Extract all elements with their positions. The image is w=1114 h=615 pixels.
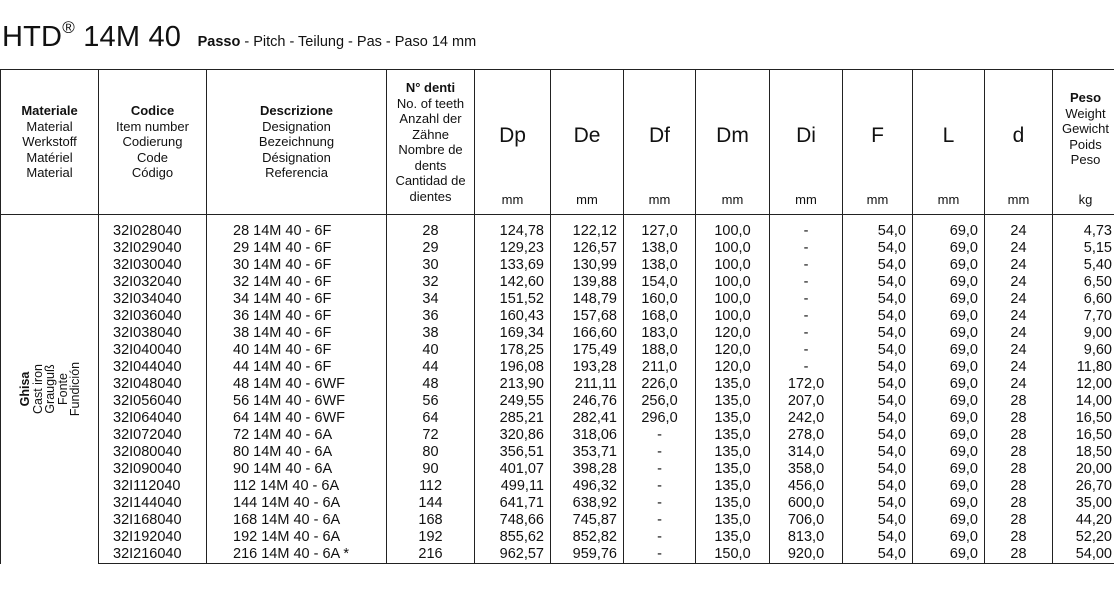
cell-df: 296,0 [624, 410, 696, 427]
cell-dm: 135,0 [696, 410, 770, 427]
cell-teeth: 192 [387, 529, 475, 546]
cell-dm: 100,0 [696, 257, 770, 274]
cell-f: 54,0 [843, 529, 913, 546]
cell-de: 139,88 [551, 274, 624, 291]
cell-f: 54,0 [843, 393, 913, 410]
cell-df: 226,0 [624, 376, 696, 393]
cell-description: 28 14M 40 - 6F [207, 215, 387, 241]
cell-df: - [624, 444, 696, 461]
cell-description: 216 14M 40 - 6A * [207, 546, 387, 564]
cell-weight: 7,70 [1053, 308, 1114, 325]
table-row [1, 444, 1114, 461]
cell-dp: 142,60 [475, 274, 551, 291]
cell-weight: 11,80 [1053, 359, 1114, 376]
cell-code: 32I192040 [99, 529, 207, 546]
cell-de: 211,11 [551, 376, 624, 393]
cell-code: 32I216040 [99, 546, 207, 564]
table-row [1, 274, 1114, 291]
cell-di: - [770, 308, 843, 325]
cell-df: - [624, 546, 696, 564]
cell-code: 32I038040 [99, 325, 207, 342]
cell-weight: 5,15 [1053, 240, 1114, 257]
cell-l: 69,0 [913, 342, 985, 359]
page-title [2, 20, 476, 60]
cell-d: 24 [985, 257, 1053, 274]
cell-description: 38 14M 40 - 6F [207, 325, 387, 342]
cell-dm: 135,0 [696, 495, 770, 512]
cell-dp: 129,23 [475, 240, 551, 257]
cell-d: 28 [985, 495, 1053, 512]
header-l: L mm [913, 70, 985, 215]
cell-di: - [770, 359, 843, 376]
cell-description: 144 14M 40 - 6A [207, 495, 387, 512]
cell-description: 80 14M 40 - 6A [207, 444, 387, 461]
cell-de: 126,57 [551, 240, 624, 257]
cell-description: 30 14M 40 - 6F [207, 257, 387, 274]
cell-l: 69,0 [913, 529, 985, 546]
cell-code: 32I056040 [99, 393, 207, 410]
cell-code: 32I144040 [99, 495, 207, 512]
cell-teeth: 216 [387, 546, 475, 564]
cell-l: 69,0 [913, 215, 985, 241]
cell-dm: 135,0 [696, 427, 770, 444]
cell-weight: 6,50 [1053, 274, 1114, 291]
table-row [1, 546, 1114, 564]
table-row [1, 325, 1114, 342]
cell-teeth: 32 [387, 274, 475, 291]
cell-code: 32I040040 [99, 342, 207, 359]
cell-dm: 135,0 [696, 444, 770, 461]
cell-teeth: 168 [387, 512, 475, 529]
cell-code: 32I168040 [99, 512, 207, 529]
cell-l: 69,0 [913, 478, 985, 495]
cell-d: 28 [985, 427, 1053, 444]
table-row [1, 308, 1114, 325]
cell-l: 69,0 [913, 257, 985, 274]
cell-dp: 133,69 [475, 257, 551, 274]
cell-teeth: 30 [387, 257, 475, 274]
cell-f: 54,0 [843, 495, 913, 512]
cell-de: 175,49 [551, 342, 624, 359]
header-di: Di mm [770, 70, 843, 215]
cell-df: - [624, 512, 696, 529]
cell-code: 32I090040 [99, 461, 207, 478]
cell-l: 69,0 [913, 495, 985, 512]
cell-dm: 135,0 [696, 376, 770, 393]
cell-di: - [770, 342, 843, 359]
cell-dm: 150,0 [696, 546, 770, 564]
cell-description: 192 14M 40 - 6A [207, 529, 387, 546]
material-label: Ghisa Cast iron Grauguß Fonte Fundición [17, 362, 82, 417]
cell-df: - [624, 478, 696, 495]
header-f: F mm [843, 70, 913, 215]
cell-teeth: 38 [387, 325, 475, 342]
cell-d: 28 [985, 393, 1053, 410]
cell-dp: 249,55 [475, 393, 551, 410]
cell-d: 24 [985, 291, 1053, 308]
cell-code: 32I032040 [99, 274, 207, 291]
cell-dm: 135,0 [696, 478, 770, 495]
table-row [1, 512, 1114, 529]
cell-weight: 9,00 [1053, 325, 1114, 342]
header-row [1, 70, 1114, 215]
cell-l: 69,0 [913, 376, 985, 393]
cell-de: 193,28 [551, 359, 624, 376]
cell-l: 69,0 [913, 546, 985, 564]
cell-f: 54,0 [843, 240, 913, 257]
cell-d: 24 [985, 325, 1053, 342]
cell-f: 54,0 [843, 546, 913, 564]
cell-description: 36 14M 40 - 6F [207, 308, 387, 325]
cell-d: 24 [985, 240, 1053, 257]
cell-df: 160,0 [624, 291, 696, 308]
cell-df: 183,0 [624, 325, 696, 342]
cell-teeth: 90 [387, 461, 475, 478]
cell-dm: 120,0 [696, 342, 770, 359]
cell-d: 28 [985, 546, 1053, 564]
cell-dm: 135,0 [696, 461, 770, 478]
table-row [1, 376, 1114, 393]
cell-de: 496,32 [551, 478, 624, 495]
cell-df: 168,0 [624, 308, 696, 325]
material-cell [1, 215, 99, 564]
cell-d: 28 [985, 478, 1053, 495]
cell-teeth: 112 [387, 478, 475, 495]
cell-dp: 160,43 [475, 308, 551, 325]
table-row [1, 257, 1114, 274]
cell-df: 138,0 [624, 240, 696, 257]
header-d: d mm [985, 70, 1053, 215]
cell-d: 24 [985, 342, 1053, 359]
cell-dm: 135,0 [696, 529, 770, 546]
cell-l: 69,0 [913, 427, 985, 444]
table-row [1, 495, 1114, 512]
cell-teeth: 144 [387, 495, 475, 512]
table-row [1, 342, 1114, 359]
cell-di: - [770, 274, 843, 291]
cell-d: 24 [985, 359, 1053, 376]
cell-d: 24 [985, 376, 1053, 393]
cell-di: 920,0 [770, 546, 843, 564]
cell-d: 28 [985, 529, 1053, 546]
cell-weight: 16,50 [1053, 427, 1114, 444]
cell-di: 242,0 [770, 410, 843, 427]
cell-description: 90 14M 40 - 6A [207, 461, 387, 478]
cell-f: 54,0 [843, 274, 913, 291]
cell-dp: 641,71 [475, 495, 551, 512]
cell-code: 32I112040 [99, 478, 207, 495]
cell-l: 69,0 [913, 444, 985, 461]
cell-dp: 962,57 [475, 546, 551, 564]
cell-f: 54,0 [843, 359, 913, 376]
cell-teeth: 64 [387, 410, 475, 427]
cell-di: 207,0 [770, 393, 843, 410]
cell-dp: 124,78 [475, 215, 551, 241]
cell-weight: 12,00 [1053, 376, 1114, 393]
cell-de: 318,06 [551, 427, 624, 444]
cell-description: 56 14M 40 - 6WF [207, 393, 387, 410]
cell-teeth: 56 [387, 393, 475, 410]
cell-code: 32I036040 [99, 308, 207, 325]
cell-f: 54,0 [843, 461, 913, 478]
cell-l: 69,0 [913, 512, 985, 529]
cell-di: 456,0 [770, 478, 843, 495]
cell-weight: 35,00 [1053, 495, 1114, 512]
cell-dm: 100,0 [696, 215, 770, 241]
spec-table [0, 69, 1114, 564]
cell-di: - [770, 215, 843, 241]
cell-de: 398,28 [551, 461, 624, 478]
cell-code: 32I072040 [99, 427, 207, 444]
cell-description: 168 14M 40 - 6A [207, 512, 387, 529]
header-dm: Dm mm [696, 70, 770, 215]
cell-teeth: 72 [387, 427, 475, 444]
table-row [1, 410, 1114, 427]
cell-de: 852,82 [551, 529, 624, 546]
cell-code: 32I034040 [99, 291, 207, 308]
cell-dm: 120,0 [696, 325, 770, 342]
cell-weight: 18,50 [1053, 444, 1114, 461]
table-row [1, 291, 1114, 308]
table-row [1, 393, 1114, 410]
cell-df: - [624, 495, 696, 512]
cell-d: 24 [985, 274, 1053, 291]
cell-dp: 855,62 [475, 529, 551, 546]
cell-code: 32I080040 [99, 444, 207, 461]
header-de: De mm [551, 70, 624, 215]
cell-di: - [770, 257, 843, 274]
cell-teeth: 80 [387, 444, 475, 461]
cell-weight: 16,50 [1053, 410, 1114, 427]
cell-f: 54,0 [843, 410, 913, 427]
cell-weight: 6,60 [1053, 291, 1114, 308]
cell-dm: 100,0 [696, 274, 770, 291]
cell-description: 64 14M 40 - 6WF [207, 410, 387, 427]
cell-f: 54,0 [843, 427, 913, 444]
cell-f: 54,0 [843, 257, 913, 274]
cell-df: - [624, 427, 696, 444]
cell-di: 172,0 [770, 376, 843, 393]
cell-f: 54,0 [843, 478, 913, 495]
cell-df: 256,0 [624, 393, 696, 410]
cell-teeth: 29 [387, 240, 475, 257]
cell-weight: 26,70 [1053, 478, 1114, 495]
table-row [1, 215, 1114, 241]
header-denti: N° denti No. of teeth Anzahl der Zähne Nombre de dents Cantidad de dientes [387, 70, 475, 215]
cell-dm: 100,0 [696, 308, 770, 325]
cell-dp: 285,21 [475, 410, 551, 427]
header-peso: Peso Weight Gewicht Poids Peso kg [1053, 70, 1114, 215]
cell-de: 122,12 [551, 215, 624, 241]
cell-description: 48 14M 40 - 6WF [207, 376, 387, 393]
cell-code: 32I048040 [99, 376, 207, 393]
cell-df: - [624, 529, 696, 546]
cell-teeth: 44 [387, 359, 475, 376]
cell-dp: 320,86 [475, 427, 551, 444]
cell-teeth: 28 [387, 215, 475, 241]
cell-dp: 356,51 [475, 444, 551, 461]
cell-di: 314,0 [770, 444, 843, 461]
cell-d: 24 [985, 308, 1053, 325]
table-row [1, 478, 1114, 495]
cell-code: 32I028040 [99, 215, 207, 241]
cell-dp: 196,08 [475, 359, 551, 376]
table-row [1, 529, 1114, 546]
cell-weight: 20,00 [1053, 461, 1114, 478]
cell-f: 54,0 [843, 512, 913, 529]
cell-df: 188,0 [624, 342, 696, 359]
cell-teeth: 36 [387, 308, 475, 325]
table-row [1, 461, 1114, 478]
cell-l: 69,0 [913, 325, 985, 342]
cell-f: 54,0 [843, 291, 913, 308]
cell-d: 28 [985, 444, 1053, 461]
cell-de: 745,87 [551, 512, 624, 529]
cell-l: 69,0 [913, 410, 985, 427]
cell-d: 24 [985, 215, 1053, 241]
cell-weight: 5,40 [1053, 257, 1114, 274]
cell-l: 69,0 [913, 359, 985, 376]
cell-dp: 178,25 [475, 342, 551, 359]
cell-description: 29 14M 40 - 6F [207, 240, 387, 257]
cell-f: 54,0 [843, 444, 913, 461]
cell-df: 211,0 [624, 359, 696, 376]
cell-dp: 401,07 [475, 461, 551, 478]
cell-de: 959,76 [551, 546, 624, 564]
table-row [1, 427, 1114, 444]
cell-f: 54,0 [843, 325, 913, 342]
cell-df: - [624, 461, 696, 478]
cell-description: 32 14M 40 - 6F [207, 274, 387, 291]
cell-de: 157,68 [551, 308, 624, 325]
cell-de: 130,99 [551, 257, 624, 274]
cell-code: 32I064040 [99, 410, 207, 427]
cell-df: 138,0 [624, 257, 696, 274]
cell-d: 28 [985, 410, 1053, 427]
cell-di: 278,0 [770, 427, 843, 444]
cell-l: 69,0 [913, 240, 985, 257]
cell-l: 69,0 [913, 308, 985, 325]
cell-l: 69,0 [913, 291, 985, 308]
cell-de: 148,79 [551, 291, 624, 308]
cell-description: 112 14M 40 - 6A [207, 478, 387, 495]
cell-d: 28 [985, 512, 1053, 529]
cell-dm: 120,0 [696, 359, 770, 376]
cell-dp: 499,11 [475, 478, 551, 495]
cell-weight: 52,20 [1053, 529, 1114, 546]
cell-weight: 44,20 [1053, 512, 1114, 529]
header-materiale: Materiale Material Werkstoff Matériel Material [1, 70, 99, 215]
cell-f: 54,0 [843, 215, 913, 241]
cell-dm: 100,0 [696, 240, 770, 257]
cell-l: 69,0 [913, 393, 985, 410]
table-body [1, 215, 1114, 564]
cell-dm: 135,0 [696, 393, 770, 410]
cell-di: - [770, 291, 843, 308]
cell-f: 54,0 [843, 376, 913, 393]
cell-dp: 151,52 [475, 291, 551, 308]
cell-code: 32I030040 [99, 257, 207, 274]
cell-di: 358,0 [770, 461, 843, 478]
header-descrizione: Descrizione Designation Bezeichnung Désignation Referencia [207, 70, 387, 215]
cell-di: 600,0 [770, 495, 843, 512]
cell-weight: 9,60 [1053, 342, 1114, 359]
cell-description: 72 14M 40 - 6A [207, 427, 387, 444]
cell-de: 246,76 [551, 393, 624, 410]
pitch-subtitle: Passo - Pitch - Teilung - Pas - Paso 14 mm [197, 33, 477, 50]
cell-weight: 4,73 [1053, 215, 1114, 241]
registered-mark: ® [62, 18, 75, 37]
cell-di: 706,0 [770, 512, 843, 529]
table-row [1, 240, 1114, 257]
cell-weight: 14,00 [1053, 393, 1114, 410]
cell-description: 34 14M 40 - 6F [207, 291, 387, 308]
cell-description: 44 14M 40 - 6F [207, 359, 387, 376]
cell-dm: 100,0 [696, 291, 770, 308]
cell-df: 154,0 [624, 274, 696, 291]
cell-di: - [770, 325, 843, 342]
cell-dm: 135,0 [696, 512, 770, 529]
cell-weight: 54,00 [1053, 546, 1114, 564]
header-codice: Codice Item number Codierung Code Código [99, 70, 207, 215]
cell-code: 32I029040 [99, 240, 207, 257]
cell-de: 353,71 [551, 444, 624, 461]
cell-de: 282,41 [551, 410, 624, 427]
cell-description: 40 14M 40 - 6F [207, 342, 387, 359]
cell-teeth: 48 [387, 376, 475, 393]
cell-de: 166,60 [551, 325, 624, 342]
cell-code: 32I044040 [99, 359, 207, 376]
header-df: Df mm [624, 70, 696, 215]
cell-f: 54,0 [843, 308, 913, 325]
cell-di: - [770, 240, 843, 257]
cell-teeth: 40 [387, 342, 475, 359]
cell-teeth: 34 [387, 291, 475, 308]
product-title: HTD® 14M 40 [2, 18, 182, 53]
cell-df: 127,0 [624, 215, 696, 241]
cell-dp: 213,90 [475, 376, 551, 393]
table-row [1, 359, 1114, 376]
cell-dp: 169,34 [475, 325, 551, 342]
cell-f: 54,0 [843, 342, 913, 359]
cell-l: 69,0 [913, 274, 985, 291]
cell-d: 28 [985, 461, 1053, 478]
cell-di: 813,0 [770, 529, 843, 546]
header-dp: Dp mm [475, 70, 551, 215]
cell-dp: 748,66 [475, 512, 551, 529]
cell-de: 638,92 [551, 495, 624, 512]
cell-l: 69,0 [913, 461, 985, 478]
